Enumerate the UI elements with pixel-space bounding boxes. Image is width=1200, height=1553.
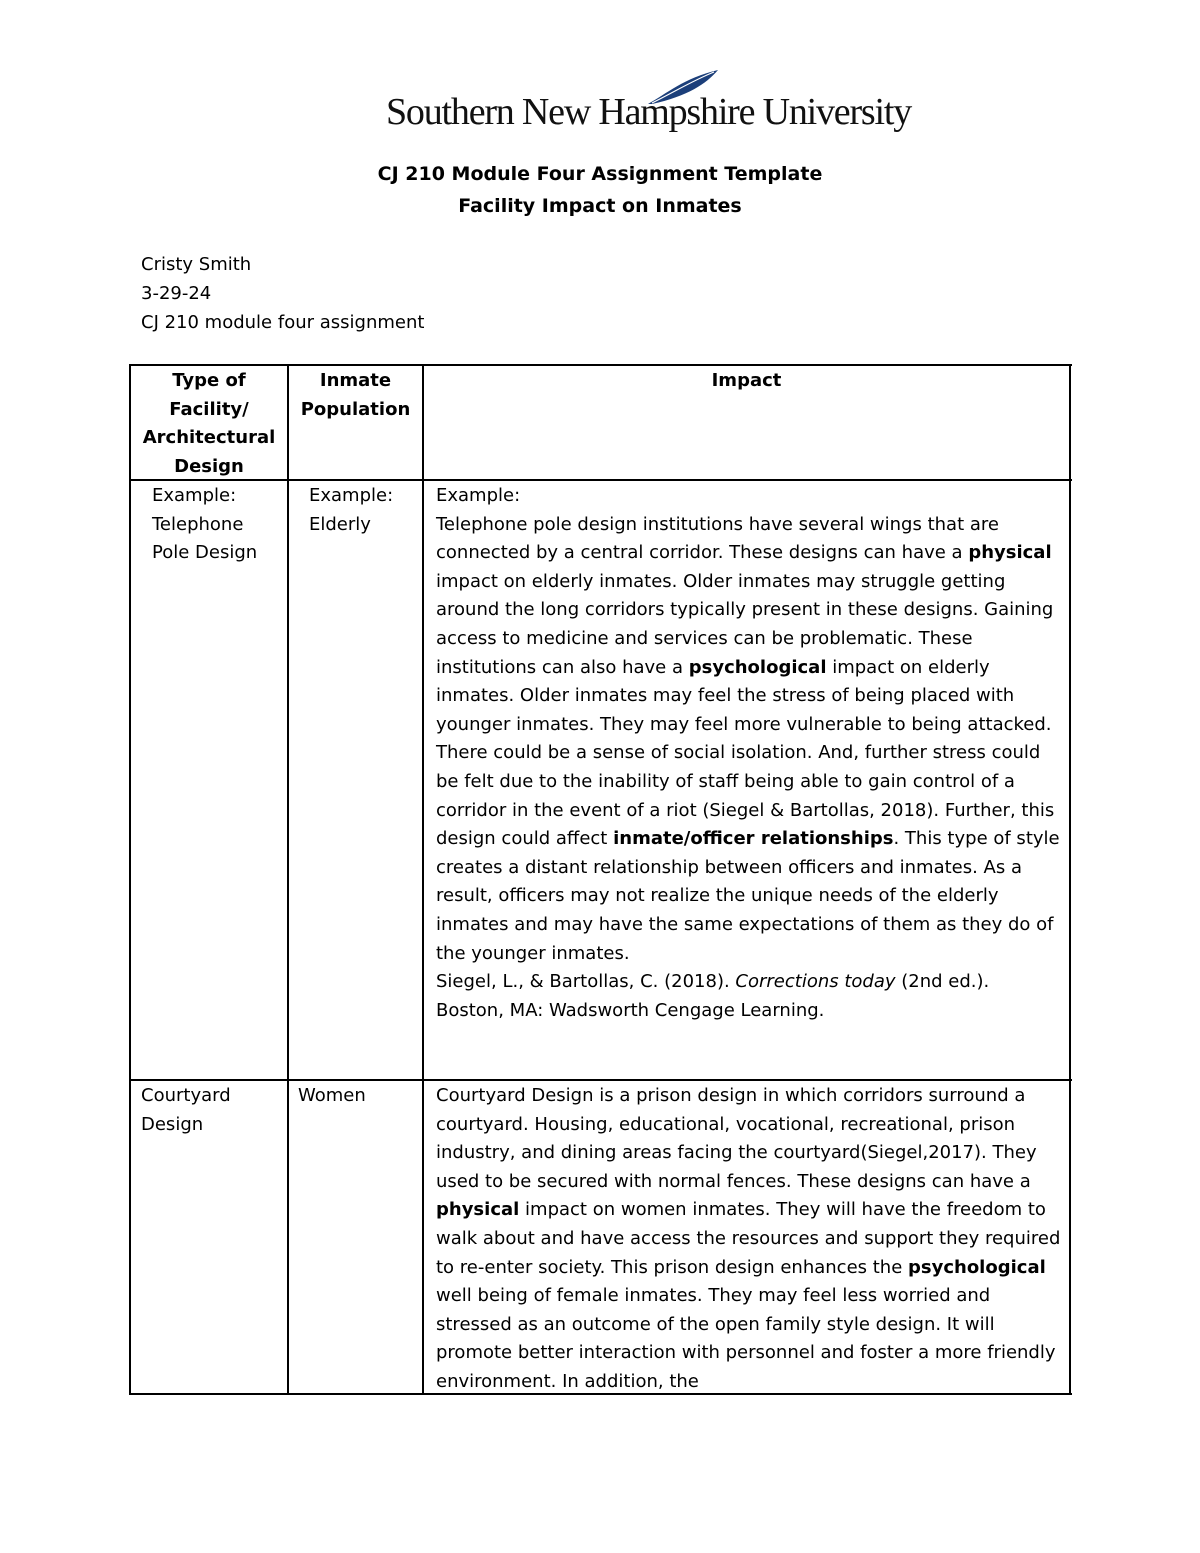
header-inmate-population: Inmate Population [300,370,411,420]
header-type-of-facility: Type of Facility/ Architectural Design [142,370,276,477]
example-type-cell: Example: Telephone Pole Design [152,485,258,564]
example-reference: Siegel, L., & Bartollas, C. (2018). Corrections today (2nd ed.). Boston, MA: Wadsworth Cengage Learning. [436,971,990,1021]
table-col-divider-2 [422,364,424,1395]
courtyard-impact-cell [436,1082,1064,1397]
document-title: CJ 210 Module Four Assignment Template [377,163,823,185]
logo-wordmark: Southern New Hampshire University [386,91,912,133]
example-impact-label: Example: [436,485,521,506]
courtyard-population-cell: Women [298,1085,366,1106]
header-impact: Impact [711,370,782,391]
table-border-right [1069,364,1071,1395]
document-subtitle: Facility Impact on Inmates [458,195,742,217]
courtyard-impact-text: Courtyard Design is a prison design in which corridors surround a courtyard. Housing, educational, vocational, recreational, prison industry, and dining areas facing the courtyard(Siegel,2017). They used to be secured with normal fences. These designs can have a physical impact on women inmates. They will have the freedom to walk about and have access the resources and support they required to re-enter society. This prison design enhances the psychological well being of female inmates. They may feel less worried and stressed as an outcome of the open family style design. It will promote better interaction with personnel and foster a more friendly environment. In addition, the [436,1085,1061,1392]
table-border-top [129,364,1072,366]
example-population-cell: Example: Elderly [309,485,394,535]
table-border-left [129,364,131,1395]
example-impact-text: Telephone pole design institutions have several wings that are connected by a central corridor. These designs can have a physical impact on elderly inmates. Older inmates may struggle getting around the long corridors typically present in these designs. Gaining access to medicine and services can be problematic. These institutions can also have a psychological impact on elderly inmates. Older inmates may feel the stress of being placed with younger inmates. They may feel more vulnerable to being attacked. There could be a sense of social isolation. And, further stress could be felt due to the inability of staff being able to gain control of a corridor in the event of a riot (Siegel & Bartollas, 2018). Further, this design could affect inmate/officer relationships. This type of style creates a distant relationship between officers and inmates. As a result, officers may not realize the unique needs of the elderly inmates and may have the same expectations of them as they do of the younger inmates. [436,513,1060,964]
document-date: 3-29-24 [141,283,212,304]
table-divider-row [129,1079,1072,1081]
university-logo [386,68,912,138]
courtyard-type-cell: Courtyard Design [141,1085,231,1135]
course-line: CJ 210 module four assignment [141,312,425,333]
example-impact-cell [436,482,1062,1025]
author-name: Cristy Smith [141,254,252,275]
table-col-divider-1 [287,364,289,1395]
